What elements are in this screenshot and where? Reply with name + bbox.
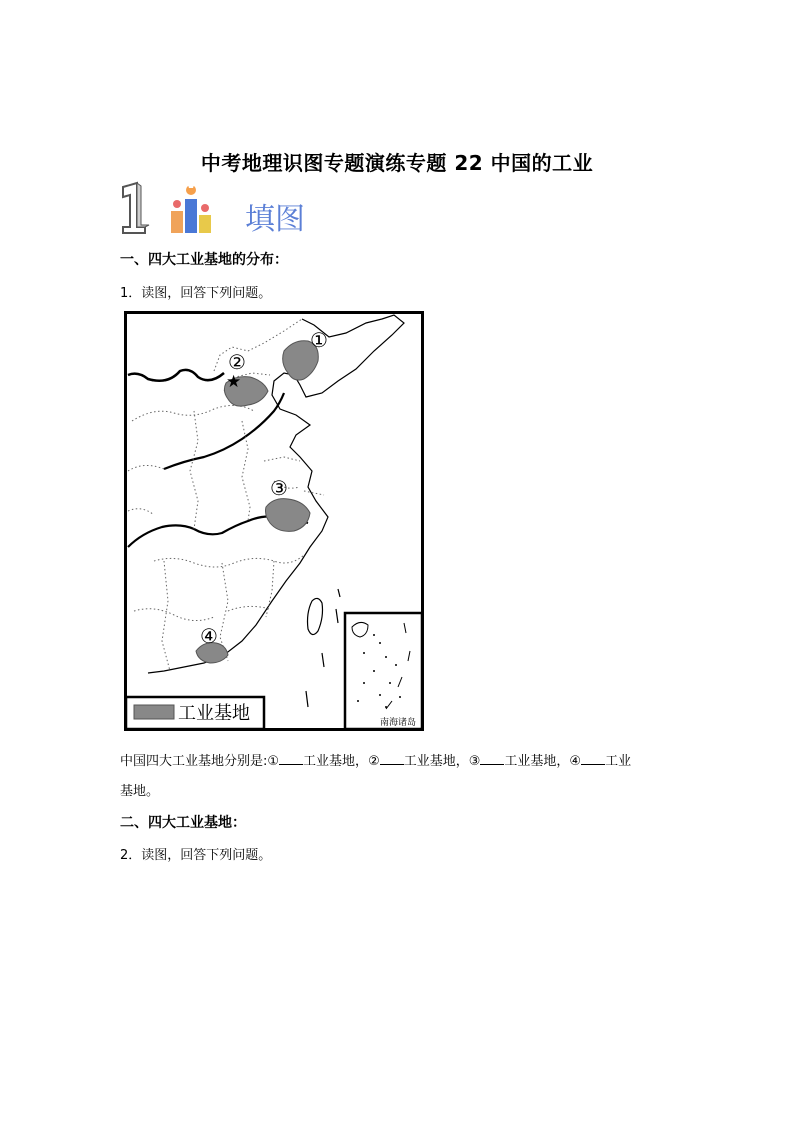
marker-1: ① bbox=[310, 328, 328, 352]
answer-num-3: ③ bbox=[468, 754, 481, 769]
marker-4: ④ bbox=[200, 624, 218, 648]
badge-label: 填图 bbox=[245, 202, 305, 237]
section-badge bbox=[119, 181, 305, 237]
marker-2: ② bbox=[228, 350, 246, 374]
inset-label: 南海诸岛 bbox=[380, 718, 417, 728]
podium-icon bbox=[119, 181, 231, 237]
answer-blank-2[interactable] bbox=[380, 752, 404, 765]
industrial-base-map bbox=[124, 311, 424, 731]
question-2: 2．读图，回答下列问题。 bbox=[120, 848, 272, 863]
marker-3: ③ bbox=[270, 476, 288, 500]
answer-num-2: ② bbox=[368, 754, 380, 769]
page-title: 中考地理识图专题演练专题 22 中国的工业 bbox=[200, 151, 594, 175]
legend-swatch bbox=[134, 705, 174, 719]
answer-blank-1[interactable] bbox=[279, 752, 303, 765]
answer-suffix-2: 工业基地， bbox=[403, 754, 469, 769]
answer-blank-4[interactable] bbox=[581, 752, 605, 765]
answer-suffix-3: 工业基地， bbox=[504, 754, 570, 769]
capital-star-icon: ★ bbox=[226, 372, 242, 392]
question-1: 1．读图，回答下列问题。 bbox=[120, 286, 272, 301]
answer-suffix-4: 工业 bbox=[605, 754, 632, 769]
answer-blank-3[interactable] bbox=[480, 752, 504, 765]
answer-prefix: 中国四大工业基地分别是: bbox=[120, 754, 268, 769]
section1-heading: 一、四大工业基地的分布： bbox=[120, 252, 288, 268]
answer-num-4: ④ bbox=[569, 754, 582, 769]
section2-heading: 二、四大工业基地： bbox=[120, 815, 246, 831]
legend-label: 工业基地 bbox=[178, 703, 250, 724]
answer-tail: 基地。 bbox=[120, 784, 160, 799]
answer-num-1: ① bbox=[267, 754, 280, 769]
answer-sentence bbox=[120, 747, 676, 807]
answer-suffix-1: 工业基地， bbox=[303, 754, 369, 769]
